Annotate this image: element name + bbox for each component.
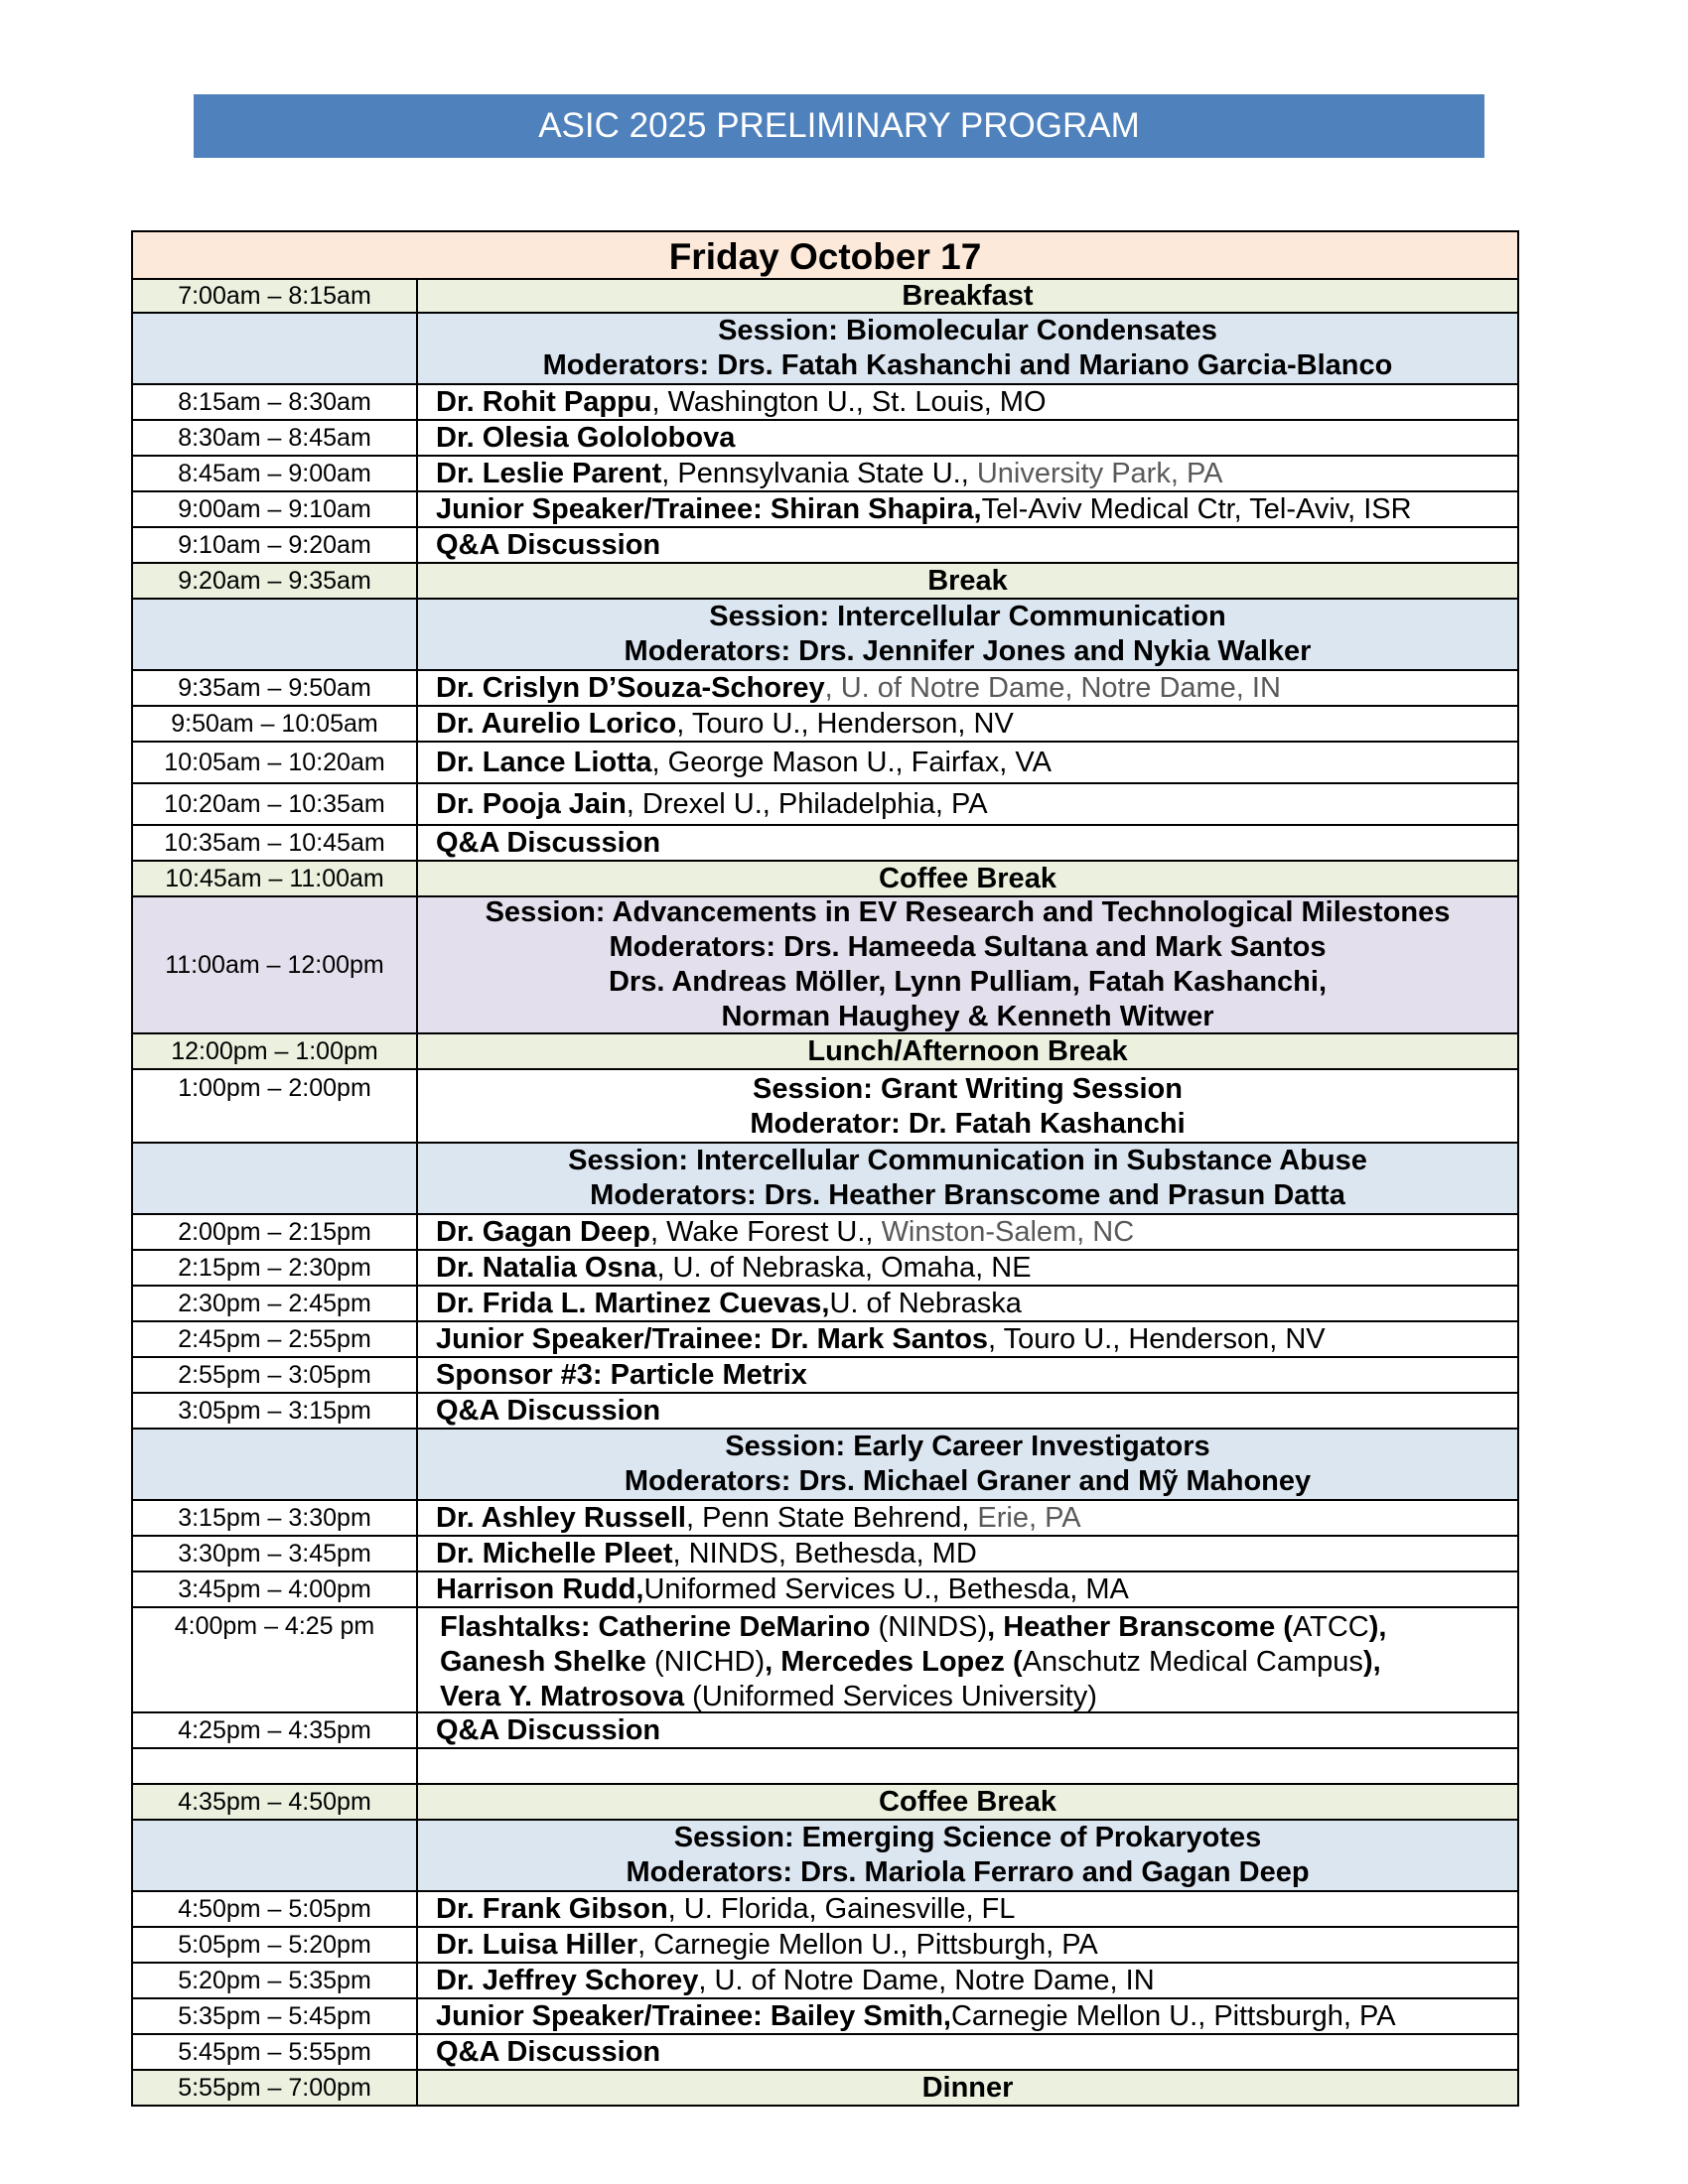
time-cell: 3:30pm – 3:45pm xyxy=(133,1537,418,1572)
time-cell: 10:05am – 10:20am xyxy=(133,743,418,784)
speaker-cell xyxy=(418,385,1519,421)
time-cell: 12:00pm – 1:00pm xyxy=(133,1034,418,1070)
time-cell: 5:55pm – 7:00pm xyxy=(133,2071,418,2107)
session-cell xyxy=(418,600,1519,671)
session-line: Session: Grant Writing Session xyxy=(753,1073,1183,1105)
speaker-cell xyxy=(418,784,1519,826)
break-cell: Lunch/Afternoon Break xyxy=(418,1034,1519,1070)
session-line: Moderator: Dr. Fatah Kashanchi xyxy=(750,1108,1186,1140)
time-cell: 2:00pm – 2:15pm xyxy=(133,1215,418,1251)
flashtalk-line xyxy=(440,1680,1097,1714)
speaker-cell xyxy=(418,1394,1519,1430)
speaker-cell xyxy=(418,1928,1519,1964)
speaker-name: ), xyxy=(1368,1611,1387,1643)
schedule-row xyxy=(133,1287,1519,1322)
speaker-cell xyxy=(418,1572,1519,1608)
affiliation: (Uniformed Services University) xyxy=(684,1681,1097,1712)
break-cell: Coffee Break xyxy=(418,1785,1519,1821)
schedule-row xyxy=(133,1394,1519,1430)
speaker-name: Junior Speaker/Trainee: Shiran Shapira, xyxy=(436,492,982,525)
time-cell: 9:00am – 9:10am xyxy=(133,492,418,528)
session-line: Session: Biomolecular Condensates xyxy=(718,315,1217,346)
speaker-name: Q&A Discussion xyxy=(436,528,661,561)
speaker-name: Dr. Natalia Osna xyxy=(436,1251,657,1284)
time-cell: 5:05pm – 5:20pm xyxy=(133,1928,418,1964)
schedule-row xyxy=(133,2071,1519,2107)
break-cell: Dinner xyxy=(418,2071,1519,2107)
speaker-cell xyxy=(418,1322,1519,1358)
time-cell: 3:15pm – 3:30pm xyxy=(133,1501,418,1537)
speaker-cell xyxy=(418,1287,1519,1322)
speaker-cell xyxy=(418,1215,1519,1251)
speaker-cell xyxy=(418,707,1519,743)
time-cell: 2:15pm – 2:30pm xyxy=(133,1251,418,1287)
time-cell: 3:05pm – 3:15pm xyxy=(133,1394,418,1430)
session-line: Session: Early Career Investigators xyxy=(725,1431,1210,1462)
affiliation: , George Mason U., Fairfax, VA xyxy=(651,746,1052,778)
affiliation: Uniformed Services U., Bethesda, MA xyxy=(643,1572,1129,1605)
affiliation: , Washington U., St. Louis, MO xyxy=(651,385,1047,418)
flashtalk-line xyxy=(440,1610,1386,1645)
speaker-name: Ganesh Shelke xyxy=(440,1646,646,1678)
schedule-row xyxy=(133,314,1519,385)
schedule-row xyxy=(133,1821,1519,1892)
time-cell: 9:50am – 10:05am xyxy=(133,707,418,743)
session-line: Moderators: Drs. Hameeda Sultana and Mark Santos xyxy=(609,931,1327,963)
speaker-name: Dr. Gagan Deep xyxy=(436,1215,650,1248)
schedule-row xyxy=(133,743,1519,784)
time-cell xyxy=(133,1430,418,1501)
time-cell: 2:55pm – 3:05pm xyxy=(133,1358,418,1394)
schedule-row xyxy=(133,1034,1519,1070)
schedule-row xyxy=(133,1501,1519,1537)
time-cell: 10:35am – 10:45am xyxy=(133,826,418,862)
session-line: Moderators: Drs. Heather Branscome and Prasun Datta xyxy=(590,1179,1345,1211)
speaker-name: Q&A Discussion xyxy=(436,826,661,859)
session-cell xyxy=(418,1070,1519,1144)
affiliation: , U. Florida, Gainesville, FL xyxy=(667,1892,1016,1925)
speaker-name: Dr. Frida L. Martinez Cuevas, xyxy=(436,1287,830,1319)
time-cell: 9:20am – 9:35am xyxy=(133,564,418,600)
session-line: Session: Emerging Science of Prokaryotes xyxy=(673,1822,1262,1853)
schedule-row xyxy=(133,385,1519,421)
session-line: Drs. Andreas Möller, Lynn Pulliam, Fatah Kashanchi, xyxy=(608,966,1328,998)
speaker-name: , Heather Branscome ( xyxy=(987,1611,1293,1643)
time-cell: 4:50pm – 5:05pm xyxy=(133,1892,418,1928)
speaker-cell xyxy=(418,1251,1519,1287)
speaker-cell xyxy=(418,1713,1519,1749)
day-header: Friday October 17 xyxy=(133,232,1519,280)
time-cell: 5:35pm – 5:45pm xyxy=(133,1999,418,2035)
affiliation: , U. of Notre Dame, Notre Dame, IN xyxy=(824,671,1281,704)
speaker-name: Dr. Ashley Russell xyxy=(436,1501,686,1534)
affiliation: , U. of Notre Dame, Notre Dame, IN xyxy=(698,1964,1155,1996)
speaker-cell xyxy=(418,743,1519,784)
time-cell xyxy=(133,314,418,385)
speaker-cell xyxy=(418,1892,1519,1928)
schedule-row xyxy=(133,1572,1519,1608)
time-cell xyxy=(133,1749,418,1785)
time-cell xyxy=(133,1821,418,1892)
speaker-name: Junior Speaker/Trainee: Dr. Mark Santos xyxy=(436,1322,989,1355)
session-line: Moderators: Drs. Jennifer Jones and Nykia Walker xyxy=(624,635,1312,667)
speaker-name: Dr. Frank Gibson xyxy=(436,1892,668,1925)
schedule-row xyxy=(133,1608,1519,1713)
time-cell: 9:35am – 9:50am xyxy=(133,671,418,707)
speaker-name: , Mercedes Lopez ( xyxy=(765,1646,1023,1678)
schedule-row xyxy=(133,1251,1519,1287)
break-cell: Breakfast xyxy=(418,280,1519,314)
speaker-name: Harrison Rudd, xyxy=(436,1572,644,1605)
schedule-row xyxy=(133,564,1519,600)
break-cell: Coffee Break xyxy=(418,862,1519,897)
speaker-name: Q&A Discussion xyxy=(436,1713,661,1746)
time-cell: 8:15am – 8:30am xyxy=(133,385,418,421)
speaker-name: Dr. Jeffrey Schorey xyxy=(436,1964,699,1996)
speaker-cell xyxy=(418,826,1519,862)
schedule-row xyxy=(133,862,1519,897)
speaker-cell xyxy=(418,528,1519,564)
schedule-row xyxy=(133,784,1519,826)
time-cell: 11:00am – 12:00pm xyxy=(133,897,418,1034)
affiliation: ATCC xyxy=(1292,1611,1369,1643)
speaker-name: Dr. Olesia Gololobova xyxy=(436,421,736,454)
speaker-name: Dr. Luisa Hiller xyxy=(436,1928,638,1961)
session-line: Moderators: Drs. Michael Graner and Mỹ Mahoney xyxy=(624,1465,1312,1497)
speaker-cell xyxy=(418,1999,1519,2035)
break-cell: Break xyxy=(418,564,1519,600)
speaker-name: Dr. Lance Liotta xyxy=(436,746,652,778)
affiliation: , Penn State Behrend, Erie, PA xyxy=(685,1501,1081,1534)
session-line: Session: Intercellular Communication xyxy=(709,601,1226,632)
session-cell xyxy=(418,1821,1519,1892)
affiliation: (NICHD) xyxy=(645,1646,766,1678)
schedule-row xyxy=(133,1999,1519,2035)
session-line: Moderators: Drs. Fatah Kashanchi and Mariano Garcia-Blanco xyxy=(542,349,1393,381)
session-line: Norman Haughey & Kenneth Witwer xyxy=(721,1001,1214,1032)
speaker-name: Dr. Aurelio Lorico xyxy=(436,707,677,740)
schedule-row xyxy=(133,1964,1519,1999)
time-cell: 2:30pm – 2:45pm xyxy=(133,1287,418,1322)
time-cell: 4:00pm – 4:25 pm xyxy=(133,1608,418,1713)
time-cell: 4:35pm – 4:50pm xyxy=(133,1785,418,1821)
session-cell xyxy=(418,1430,1519,1501)
schedule-table xyxy=(131,230,1519,2107)
speaker-cell xyxy=(418,1501,1519,1537)
time-cell: 4:25pm – 4:35pm xyxy=(133,1713,418,1749)
schedule-row xyxy=(133,671,1519,707)
session-cell xyxy=(418,897,1519,1034)
speaker-name: ), xyxy=(1362,1646,1381,1678)
schedule-row xyxy=(133,2035,1519,2071)
speaker-name: Dr. Crislyn D’Souza-Schorey xyxy=(436,671,825,704)
session-line: Session: Intercellular Communication in Substance Abuse xyxy=(568,1145,1367,1176)
affiliation: (NINDS) xyxy=(870,1611,988,1643)
speaker-name: Sponsor #3: Particle Metrix xyxy=(436,1358,807,1391)
session-line: Moderators: Drs. Mariola Ferraro and Gagan Deep xyxy=(626,1856,1310,1888)
time-cell xyxy=(133,1144,418,1215)
schedule-row xyxy=(133,1713,1519,1749)
time-cell: 3:45pm – 4:00pm xyxy=(133,1572,418,1608)
time-cell: 8:30am – 8:45am xyxy=(133,421,418,457)
flashtalk-line xyxy=(440,1645,1381,1680)
schedule-row xyxy=(133,826,1519,862)
speaker-cell xyxy=(418,2035,1519,2071)
speaker-name: Vera Y. Matrosova xyxy=(440,1681,685,1712)
time-cell: 9:10am – 9:20am xyxy=(133,528,418,564)
time-cell: 7:00am – 8:15am xyxy=(133,280,418,314)
schedule-row xyxy=(133,1785,1519,1821)
speaker-name: Junior Speaker/Trainee: Bailey Smith, xyxy=(436,1999,951,2032)
affiliation: Anschutz Medical Campus xyxy=(1022,1646,1363,1678)
schedule-row xyxy=(133,600,1519,671)
schedule-row xyxy=(133,280,1519,314)
speaker-name: Q&A Discussion xyxy=(436,2035,661,2068)
time-cell: 5:45pm – 5:55pm xyxy=(133,2035,418,2071)
speaker-cell xyxy=(418,492,1519,528)
affiliation: Carnegie Mellon U., Pittsburgh, PA xyxy=(950,1999,1396,2032)
schedule-row xyxy=(133,1070,1519,1144)
schedule-row xyxy=(133,457,1519,492)
affiliation: , Pennsylvania State U., University Park, PA xyxy=(661,457,1223,489)
schedule-row xyxy=(133,528,1519,564)
time-cell xyxy=(133,600,418,671)
schedule-row xyxy=(133,1215,1519,1251)
time-cell: 1:00pm – 2:00pm xyxy=(133,1070,418,1144)
speaker-name: Dr. Pooja Jain xyxy=(436,787,627,820)
schedule-row xyxy=(133,1430,1519,1501)
speaker-cell xyxy=(418,457,1519,492)
schedule-row xyxy=(133,1144,1519,1215)
affiliation: , Wake Forest U., Winston-Salem, NC xyxy=(649,1215,1135,1248)
speaker-cell xyxy=(418,421,1519,457)
time-cell: 10:20am – 10:35am xyxy=(133,784,418,826)
speaker-cell xyxy=(418,1537,1519,1572)
time-cell: 8:45am – 9:00am xyxy=(133,457,418,492)
session-line: Session: Advancements in EV Research and Technological Milestones xyxy=(485,896,1451,928)
schedule-row xyxy=(133,492,1519,528)
session-cell xyxy=(418,1144,1519,1215)
affiliation: , Drexel U., Philadelphia, PA xyxy=(626,787,988,820)
speaker-name: Dr. Michelle Pleet xyxy=(436,1537,673,1570)
schedule-row xyxy=(133,421,1519,457)
schedule-row xyxy=(133,1892,1519,1928)
schedule-row xyxy=(133,1322,1519,1358)
affiliation: , Touro U., Henderson, NV xyxy=(988,1322,1326,1355)
schedule-row xyxy=(133,1358,1519,1394)
affiliation: U. of Nebraska xyxy=(829,1287,1022,1319)
schedule-row xyxy=(133,1537,1519,1572)
time-cell: 10:45am – 11:00am xyxy=(133,862,418,897)
speaker-cell xyxy=(418,1964,1519,1999)
speaker-name: Q&A Discussion xyxy=(436,1394,661,1427)
time-cell: 5:20pm – 5:35pm xyxy=(133,1964,418,1999)
time-cell: 2:45pm – 2:55pm xyxy=(133,1322,418,1358)
affiliation: , Carnegie Mellon U., Pittsburgh, PA xyxy=(637,1928,1098,1961)
program-banner: ASIC 2025 PRELIMINARY PROGRAM xyxy=(194,94,1484,158)
schedule-row xyxy=(133,707,1519,743)
speaker-name: Dr. Leslie Parent xyxy=(436,457,662,489)
empty-cell xyxy=(418,1749,1519,1785)
schedule-row xyxy=(133,1749,1519,1785)
speaker-name: Dr. Rohit Pappu xyxy=(436,385,652,418)
speaker-cell xyxy=(418,671,1519,707)
flashtalks-cell xyxy=(418,1608,1519,1713)
speaker-name: Flashtalks: Catherine DeMarino xyxy=(440,1611,871,1643)
affiliation: , NINDS, Bethesda, MD xyxy=(672,1537,977,1570)
affiliation: , U. of Nebraska, Omaha, NE xyxy=(656,1251,1032,1284)
speaker-cell xyxy=(418,1358,1519,1394)
session-cell xyxy=(418,314,1519,385)
schedule-row xyxy=(133,897,1519,1034)
schedule-row xyxy=(133,1928,1519,1964)
affiliation: , Touro U., Henderson, NV xyxy=(676,707,1014,740)
affiliation: Tel-Aviv Medical Ctr, Tel-Aviv, ISR xyxy=(981,492,1412,525)
